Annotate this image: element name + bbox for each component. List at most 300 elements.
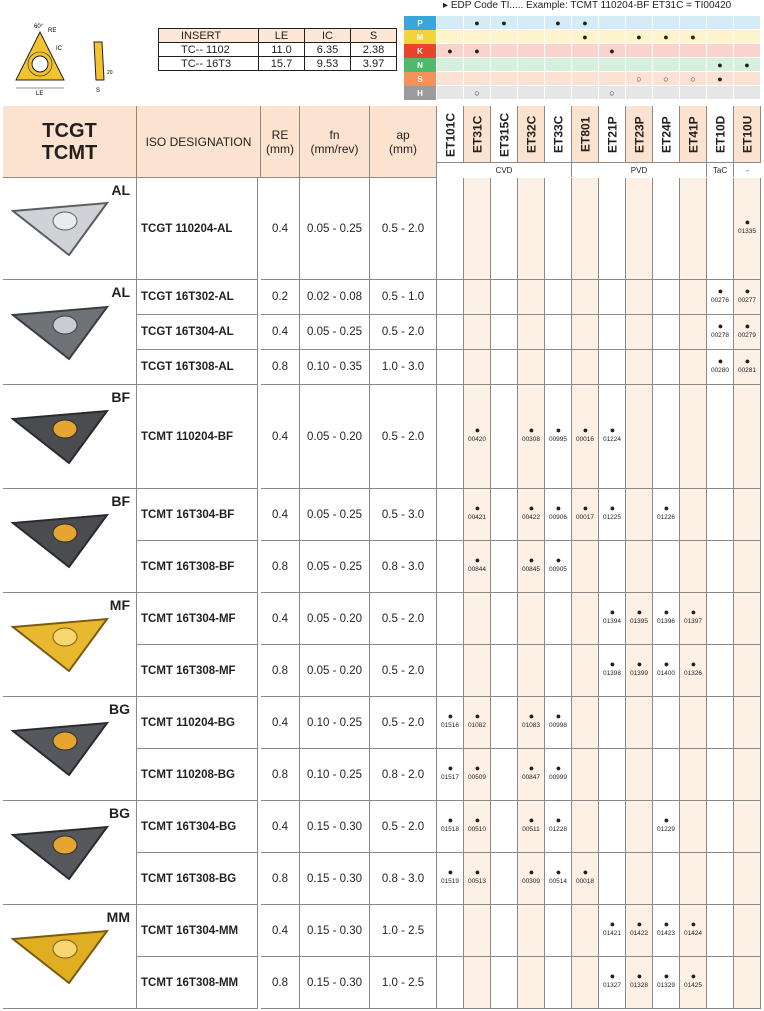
material-cell bbox=[464, 44, 491, 58]
grade-cell bbox=[491, 350, 518, 385]
tac-group-label bbox=[707, 163, 734, 177]
grade-cell bbox=[572, 489, 599, 541]
grade-header-et315c bbox=[491, 106, 518, 163]
grade-cell bbox=[572, 350, 599, 385]
grade-cell bbox=[437, 280, 464, 315]
insert-dimension-table bbox=[158, 28, 397, 71]
chipbreaker-label: BG bbox=[109, 805, 130, 821]
grade-cell bbox=[464, 853, 491, 905]
material-cell bbox=[518, 44, 545, 58]
ap-value: 0.5 - 2.0 bbox=[370, 697, 437, 749]
material-label-p: P bbox=[404, 16, 436, 30]
material-cell bbox=[491, 72, 518, 86]
availability-dot-icon: ● bbox=[555, 711, 562, 721]
grade-cell bbox=[437, 957, 464, 1009]
suitable-circle-icon: ○ bbox=[636, 73, 642, 84]
insert-photo-icon bbox=[11, 303, 111, 363]
tac-text: TaC bbox=[712, 165, 728, 175]
iso-designation: TCMT 16T304-MF bbox=[137, 593, 258, 645]
ap-value: 0.5 - 2.0 bbox=[370, 178, 437, 280]
grade-cell bbox=[680, 957, 707, 1009]
insert-hole-shape bbox=[53, 628, 77, 646]
recommended-dot-icon: ● bbox=[501, 17, 507, 28]
iso-header-text: ISO DESIGNATION bbox=[145, 134, 252, 149]
family-tcgt: TCGT bbox=[42, 119, 97, 142]
insert-hole-shape bbox=[53, 212, 77, 230]
chipbreaker-label: BG bbox=[109, 701, 130, 717]
material-cell bbox=[707, 16, 734, 30]
grade-cell bbox=[572, 905, 599, 957]
fn-value: 0.05 - 0.25 bbox=[300, 541, 370, 593]
edp-code: 01423 bbox=[656, 930, 676, 937]
dash-text: - bbox=[746, 165, 749, 175]
edp-code: 01328 bbox=[629, 982, 649, 989]
edp-code: 00513 bbox=[467, 878, 487, 885]
grade-header-et801 bbox=[572, 106, 599, 163]
grade-cell bbox=[491, 957, 518, 1009]
grade-header-et32c bbox=[518, 106, 545, 163]
material-cell bbox=[491, 30, 518, 44]
cvd-text: CVD bbox=[495, 165, 513, 175]
suitable-circle-icon: ○ bbox=[474, 87, 480, 98]
material-label-h: H bbox=[404, 86, 436, 100]
availability-dot-icon: ● bbox=[528, 815, 535, 825]
edp-code: 00514 bbox=[548, 878, 568, 885]
ap-value: 0.5 - 1.0 bbox=[370, 280, 437, 315]
grade-cell bbox=[734, 541, 761, 593]
availability-dot-icon: ● bbox=[690, 919, 697, 929]
grade-cell bbox=[518, 178, 545, 280]
grade-cell bbox=[734, 749, 761, 801]
edp-code-note bbox=[443, 0, 731, 11]
fn-value: 0.15 - 0.30 bbox=[300, 853, 370, 905]
re-value: 0.8 bbox=[261, 645, 300, 697]
grade-cell bbox=[491, 645, 518, 697]
grade-label: ET24P bbox=[659, 116, 674, 153]
availability-dot-icon: ● bbox=[663, 503, 670, 513]
edp-code: 01224 bbox=[602, 436, 622, 443]
material-cell bbox=[653, 58, 680, 72]
grade-cell bbox=[491, 178, 518, 280]
edp-code: 00016 bbox=[575, 436, 595, 443]
grade-cell bbox=[653, 178, 680, 280]
re-label: RE bbox=[48, 28, 57, 34]
grade-cell bbox=[545, 178, 572, 280]
grade-cell bbox=[626, 905, 653, 957]
grade-label: ET32C bbox=[524, 115, 539, 154]
availability-dot-icon: ● bbox=[663, 971, 670, 981]
re-value: 0.4 bbox=[261, 905, 300, 957]
grade-cell bbox=[545, 489, 572, 541]
edp-code: 00845 bbox=[521, 566, 541, 573]
availability-dot-icon: ● bbox=[717, 320, 724, 331]
grade-cell bbox=[599, 489, 626, 541]
grade-cell bbox=[545, 853, 572, 905]
grade-cell bbox=[734, 315, 761, 350]
material-cell bbox=[572, 16, 599, 30]
header-le: LE bbox=[259, 29, 305, 43]
grade-cell bbox=[626, 853, 653, 905]
grade-label: ET315C bbox=[497, 112, 512, 157]
edp-code: 01226 bbox=[656, 514, 676, 521]
material-cell bbox=[491, 86, 518, 100]
material-cell bbox=[599, 72, 626, 86]
grade-header-et10u bbox=[734, 106, 761, 163]
grade-header-et33c bbox=[545, 106, 572, 163]
edp-code: 01228 bbox=[548, 826, 568, 833]
edp-code: 00847 bbox=[521, 774, 541, 781]
material-cell bbox=[653, 44, 680, 58]
edp-code: 00511 bbox=[522, 826, 540, 833]
edp-code: 01229 bbox=[656, 826, 676, 833]
availability-dot-icon: ● bbox=[474, 867, 481, 877]
grade-cell bbox=[491, 749, 518, 801]
grade-cell bbox=[518, 957, 545, 1009]
grade-cell bbox=[464, 541, 491, 593]
availability-dot-icon: ● bbox=[717, 285, 724, 296]
grade-cell bbox=[545, 280, 572, 315]
grade-cell bbox=[707, 541, 734, 593]
grade-cell bbox=[680, 315, 707, 350]
grade-cell bbox=[707, 905, 734, 957]
edp-code: 01516 bbox=[440, 722, 460, 729]
grade-cell bbox=[518, 853, 545, 905]
material-cell bbox=[572, 44, 599, 58]
availability-dot-icon: ● bbox=[582, 503, 589, 513]
material-cell bbox=[545, 16, 572, 30]
availability-dot-icon: ● bbox=[663, 815, 670, 825]
material-cell bbox=[464, 86, 491, 100]
edp-code: 01425 bbox=[683, 982, 703, 989]
material-cell bbox=[572, 86, 599, 100]
grade-label: ET21P bbox=[605, 116, 620, 153]
grade-cell bbox=[491, 905, 518, 957]
material-cell bbox=[734, 16, 761, 30]
grade-cell bbox=[518, 315, 545, 350]
re-value: 0.8 bbox=[261, 541, 300, 593]
material-label-n: N bbox=[404, 58, 436, 72]
re-value: 0.2 bbox=[261, 280, 300, 315]
grade-cell bbox=[545, 697, 572, 749]
availability-dot-icon: ● bbox=[744, 285, 751, 296]
grade-cell bbox=[545, 541, 572, 593]
grade-cell bbox=[491, 593, 518, 645]
material-cell bbox=[437, 72, 464, 86]
grade-cell bbox=[572, 749, 599, 801]
s-label: S bbox=[96, 88, 101, 94]
insert-image-cell bbox=[3, 489, 137, 593]
grade-cell bbox=[680, 645, 707, 697]
grade-cell bbox=[437, 905, 464, 957]
grade-cell bbox=[653, 957, 680, 1009]
grade-cell bbox=[734, 957, 761, 1009]
grade-cell bbox=[464, 489, 491, 541]
grade-cell bbox=[545, 385, 572, 489]
insert-photo-icon bbox=[11, 719, 111, 779]
material-cell bbox=[464, 72, 491, 86]
edp-code: 01326 bbox=[683, 670, 703, 677]
edp-code: 01225 bbox=[602, 514, 622, 521]
grade-label: ET10U bbox=[740, 115, 755, 154]
grade-cell bbox=[545, 801, 572, 853]
edp-code: 01398 bbox=[602, 670, 622, 677]
recommended-dot-icon: ● bbox=[474, 45, 480, 56]
material-cell bbox=[626, 86, 653, 100]
grade-cell bbox=[572, 593, 599, 645]
grade-cell bbox=[437, 350, 464, 385]
material-cell bbox=[437, 16, 464, 30]
fn-value: 0.05 - 0.20 bbox=[300, 593, 370, 645]
fn-value: 0.10 - 0.25 bbox=[300, 697, 370, 749]
recommended-dot-icon: ● bbox=[609, 45, 615, 56]
availability-dot-icon: ● bbox=[636, 919, 643, 929]
availability-dot-icon: ● bbox=[447, 763, 454, 773]
edp-code: 00420 bbox=[467, 436, 487, 443]
grade-cell bbox=[680, 489, 707, 541]
grade-cell bbox=[518, 280, 545, 315]
grade-cell bbox=[599, 593, 626, 645]
material-cell bbox=[680, 44, 707, 58]
grade-cell bbox=[572, 697, 599, 749]
iso-designation: TCGT 16T308-AL bbox=[137, 350, 258, 385]
grade-cell bbox=[680, 749, 707, 801]
fn-value: 0.05 - 0.25 bbox=[300, 178, 370, 280]
grade-cell bbox=[680, 853, 707, 905]
grade-cell bbox=[599, 541, 626, 593]
insert-hole-shape bbox=[53, 940, 77, 958]
grade-cell bbox=[734, 350, 761, 385]
ap-value: 1.0 - 3.0 bbox=[370, 350, 437, 385]
recommended-dot-icon: ● bbox=[582, 31, 588, 42]
fn-value: 0.10 - 0.25 bbox=[300, 749, 370, 801]
grade-cell bbox=[599, 801, 626, 853]
grade-label: ET23P bbox=[632, 116, 647, 153]
dash-group-label bbox=[734, 163, 761, 177]
material-cell bbox=[626, 44, 653, 58]
insert-photo-icon bbox=[11, 511, 111, 571]
header-ic: IC bbox=[305, 29, 351, 43]
material-cell bbox=[518, 86, 545, 100]
material-cell bbox=[491, 16, 518, 30]
grade-header-et31c bbox=[464, 106, 491, 163]
grade-cell bbox=[734, 645, 761, 697]
grade-header-et23p bbox=[626, 106, 653, 163]
material-cell bbox=[545, 86, 572, 100]
material-cell bbox=[599, 44, 626, 58]
grade-cell bbox=[437, 489, 464, 541]
grade-cell bbox=[464, 593, 491, 645]
grade-cell bbox=[707, 749, 734, 801]
grade-cell bbox=[464, 801, 491, 853]
iso-designation: TCMT 16T304-MM bbox=[137, 905, 258, 957]
grade-cell bbox=[707, 315, 734, 350]
header-insert: INSERT bbox=[159, 29, 259, 43]
insert-photo-icon bbox=[11, 615, 111, 675]
edp-code: 01517 bbox=[440, 774, 460, 781]
recommended-dot-icon: ● bbox=[717, 59, 723, 70]
material-cell bbox=[734, 72, 761, 86]
grade-cell bbox=[599, 178, 626, 280]
material-cell bbox=[464, 30, 491, 44]
recommended-dot-icon: ● bbox=[474, 17, 480, 28]
grade-cell bbox=[599, 280, 626, 315]
iso-designation: TCGT 16T302-AL bbox=[137, 280, 258, 315]
grade-cell bbox=[734, 489, 761, 541]
availability-dot-icon: ● bbox=[447, 711, 454, 721]
grade-cell bbox=[653, 489, 680, 541]
grade-cell bbox=[545, 905, 572, 957]
grade-cell bbox=[464, 749, 491, 801]
material-cell bbox=[572, 58, 599, 72]
edp-code: 00018 bbox=[575, 878, 595, 885]
grade-cell bbox=[545, 957, 572, 1009]
availability-dot-icon: ● bbox=[744, 355, 751, 366]
recommended-dot-icon: ● bbox=[582, 17, 588, 28]
ap-value: 0.5 - 2.0 bbox=[370, 593, 437, 645]
re-value: 0.8 bbox=[261, 853, 300, 905]
grade-cell bbox=[572, 280, 599, 315]
material-cell bbox=[545, 58, 572, 72]
material-cell bbox=[599, 30, 626, 44]
grade-cell bbox=[734, 280, 761, 315]
grade-cell bbox=[707, 697, 734, 749]
material-cell bbox=[599, 86, 626, 100]
ap-value: 0.5 - 2.0 bbox=[370, 385, 437, 489]
grade-cell bbox=[734, 853, 761, 905]
availability-dot-icon: ● bbox=[609, 425, 616, 435]
grade-cell bbox=[491, 541, 518, 593]
material-cell bbox=[653, 30, 680, 44]
iso-designation: TCGT 110204-AL bbox=[137, 178, 258, 280]
insert-table-row bbox=[159, 43, 397, 57]
availability-dot-icon: ● bbox=[555, 867, 562, 877]
grade-header-et41p bbox=[680, 106, 707, 163]
pvd-group-label bbox=[572, 163, 707, 177]
grade-cell bbox=[464, 178, 491, 280]
material-cell bbox=[734, 44, 761, 58]
grade-cell bbox=[545, 645, 572, 697]
edp-code: 00422 bbox=[521, 514, 541, 521]
grade-cell bbox=[572, 178, 599, 280]
edp-code: 00280 bbox=[710, 366, 730, 374]
edp-code: 01519 bbox=[440, 878, 460, 885]
availability-dot-icon: ● bbox=[528, 555, 535, 565]
chipbreaker-label: AL bbox=[111, 284, 130, 300]
fn-value: 0.15 - 0.30 bbox=[300, 957, 370, 1009]
family-tcmt: TCMT bbox=[41, 141, 98, 164]
availability-dot-icon: ● bbox=[528, 425, 535, 435]
grade-cell bbox=[437, 178, 464, 280]
material-cell bbox=[545, 72, 572, 86]
grade-cell bbox=[626, 315, 653, 350]
availability-dot-icon: ● bbox=[474, 711, 481, 721]
grade-cell bbox=[707, 385, 734, 489]
edp-code: 00844 bbox=[467, 566, 487, 573]
edp-text: EDP Code TI..... Example: TCMT 110204-BF ET31C = TI00420 bbox=[450, 0, 732, 11]
fn-value: 0.02 - 0.08 bbox=[300, 280, 370, 315]
grade-cell bbox=[626, 280, 653, 315]
grade-cell bbox=[626, 593, 653, 645]
recommended-dot-icon: ● bbox=[717, 73, 723, 84]
chipbreaker-label: BF bbox=[111, 389, 130, 405]
grade-cell bbox=[464, 280, 491, 315]
grade-cell bbox=[572, 853, 599, 905]
grade-cell bbox=[653, 853, 680, 905]
edp-code: 00277 bbox=[737, 296, 757, 304]
grade-cell bbox=[437, 853, 464, 905]
edp-code: 01397 bbox=[683, 618, 703, 625]
suitable-circle-icon: ○ bbox=[609, 87, 615, 98]
insert-size: TC-- 16T3 bbox=[159, 57, 259, 71]
material-cell bbox=[707, 86, 734, 100]
chipbreaker-label: BF bbox=[111, 493, 130, 509]
edp-code: 00906 bbox=[548, 514, 568, 521]
ap-header-label: ap bbox=[396, 127, 410, 142]
insert-image-cell bbox=[3, 280, 137, 385]
grade-header-et21p bbox=[599, 106, 626, 163]
edp-code: 00276 bbox=[710, 296, 730, 304]
fn-header bbox=[300, 106, 370, 178]
grade-cell bbox=[599, 697, 626, 749]
ap-value: 1.0 - 2.5 bbox=[370, 957, 437, 1009]
availability-dot-icon: ● bbox=[609, 607, 616, 617]
chipbreaker-label: AL bbox=[111, 182, 130, 198]
grade-cell bbox=[680, 178, 707, 280]
grade-cell bbox=[626, 489, 653, 541]
iso-designation-header bbox=[137, 106, 261, 178]
edp-code: 01400 bbox=[656, 670, 676, 677]
grade-cell bbox=[491, 489, 518, 541]
recommended-dot-icon: ● bbox=[690, 31, 696, 42]
edp-code: 00510 bbox=[467, 826, 487, 833]
grade-cell bbox=[707, 853, 734, 905]
material-label-m: M bbox=[404, 30, 436, 44]
grade-cell bbox=[437, 315, 464, 350]
insert-size: TC-- 1102 bbox=[159, 43, 259, 57]
fn-header-label: fn bbox=[329, 127, 340, 142]
grade-cell bbox=[599, 957, 626, 1009]
re-value: 0.8 bbox=[261, 350, 300, 385]
grade-cell bbox=[599, 315, 626, 350]
re-value: 0.4 bbox=[261, 385, 300, 489]
availability-dot-icon: ● bbox=[447, 867, 454, 877]
edp-code: 00509 bbox=[467, 774, 487, 781]
availability-dot-icon: ● bbox=[744, 217, 751, 227]
re-value: 0.4 bbox=[261, 801, 300, 853]
grade-cell bbox=[653, 645, 680, 697]
re-header-label: RE bbox=[271, 127, 289, 142]
ic-label: IC bbox=[56, 46, 62, 52]
edp-code: 01327 bbox=[602, 982, 622, 989]
small-dimension-label: 20 bbox=[107, 70, 113, 76]
material-cell bbox=[518, 58, 545, 72]
family-header bbox=[3, 106, 137, 178]
availability-dot-icon: ● bbox=[609, 503, 616, 513]
grade-label: ET101C bbox=[443, 112, 458, 157]
grade-cell bbox=[626, 801, 653, 853]
availability-dot-icon: ● bbox=[690, 971, 697, 981]
grade-cell bbox=[437, 541, 464, 593]
edp-code: 01424 bbox=[683, 930, 703, 937]
availability-dot-icon: ● bbox=[690, 659, 697, 669]
suitable-circle-icon: ○ bbox=[690, 73, 696, 84]
material-cell bbox=[707, 44, 734, 58]
recommended-dot-icon: ● bbox=[663, 31, 669, 42]
fn-value: 0.05 - 0.25 bbox=[300, 315, 370, 350]
availability-dot-icon: ● bbox=[555, 425, 562, 435]
grade-cell bbox=[653, 350, 680, 385]
grade-cell bbox=[680, 697, 707, 749]
